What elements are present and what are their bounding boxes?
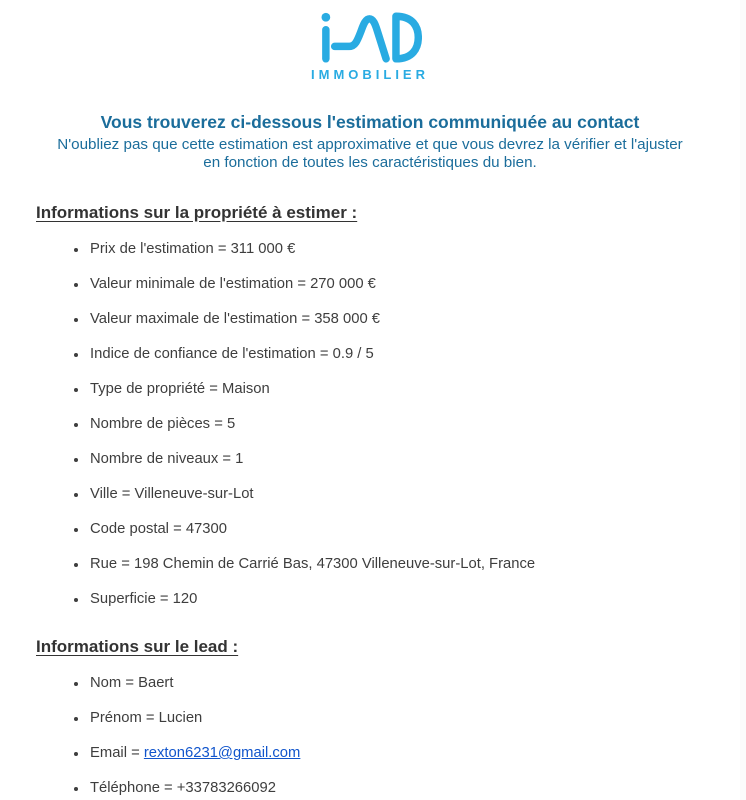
page-subtitle: N'oubliez pas que cette estimation est approximative et que vous devrez la vérifier et l'ajuster en fonction de toutes les caractéristiques du bien. [57,136,683,171]
lead-item-label: Prénom = Lucien [90,710,203,726]
brand-tagline: IMMOBILIER [311,67,429,82]
lead-item [88,744,704,763]
property-item: • Nombre de niveaux = 1 [88,450,704,469]
property-item: • Superficie = 120 [88,590,704,609]
iad-logo-icon [318,10,422,64]
lead-section [36,637,704,798]
property-item: • Indice de confiance de l'estimation = 0.9 / 5 [88,345,704,364]
property-item: • Valeur maximale de l'estimation = 358 000 € [88,310,704,329]
lead-item-label: Nom = Baert [90,675,174,691]
email-link[interactable]: rexton6231@gmail.com [143,745,301,761]
lead-item-label: Téléphone = +33783266092 [90,780,276,796]
property-item: • Nombre de pièces = 5 [88,415,704,434]
brand-logo [0,10,740,82]
lead-item-label: Email = [90,745,144,761]
lead-item [88,674,704,693]
lead-list [36,674,704,798]
page-title: Vous trouverez ci-dessous l'estimation communiquée au contact [100,112,640,132]
property-item: • Valeur minimale de l'estimation = 270 000 € [88,275,704,294]
lead-section-heading: Informations sur le lead : [36,637,239,656]
property-list [36,240,704,609]
property-item: • Code postal = 47300 [88,520,704,539]
property-section [36,203,704,609]
lead-item [88,709,704,728]
property-item: • Ville = Villeneuve-sur-Lot [88,485,704,504]
property-section-heading: Informations sur la propriété à estimer : [36,203,358,222]
lead-item [88,779,704,798]
property-item: • Type de propriété = Maison [88,380,704,399]
property-item: • Rue = 198 Chemin de Carrié Bas, 47300 Villeneuve-sur-Lot, France [88,555,704,574]
property-item: • Prix de l'estimation = 311 000 € [88,240,704,259]
